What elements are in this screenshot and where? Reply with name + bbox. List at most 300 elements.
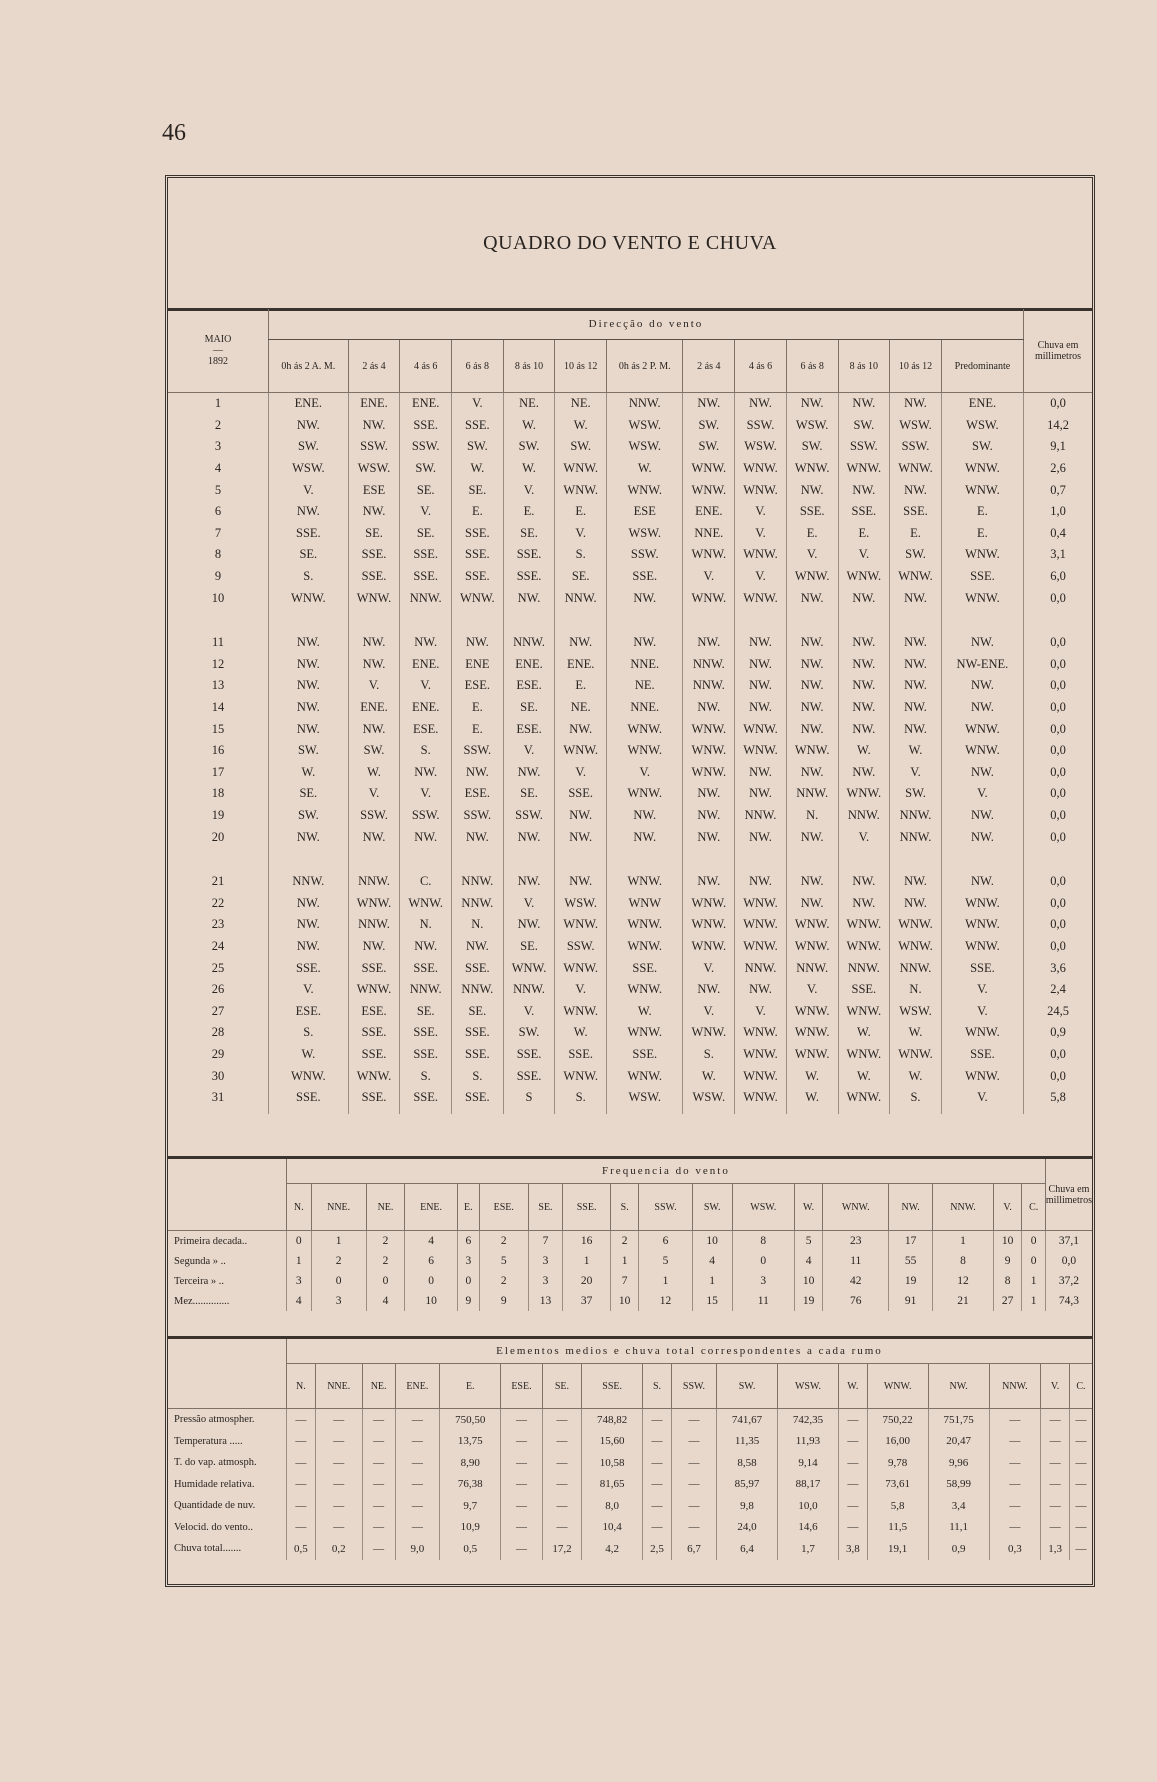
element-cell: — (315, 1495, 362, 1517)
element-cell: — (395, 1517, 440, 1539)
direction-cell: NW. (452, 632, 504, 654)
direction-cell: NNW. (786, 957, 838, 979)
frequency-cell: 3 (528, 1251, 563, 1271)
direction-cell: WNW. (607, 479, 683, 501)
direction-cell: NW. (348, 718, 400, 740)
element-cell: 58,99 (928, 1474, 989, 1496)
direction-cell: C. (400, 871, 452, 893)
direction-cell: V. (838, 826, 890, 848)
elements-group-header: Elementos medios e chuva total correspondentes a cada rumo (287, 1338, 1093, 1364)
direction-cell: WNW. (607, 1022, 683, 1044)
frequency-cell: 1 (1022, 1291, 1045, 1311)
direction-cell: WNW. (683, 892, 735, 914)
direction-cell: WNW. (786, 1000, 838, 1022)
frequency-cell: 11 (823, 1251, 889, 1271)
elements-column-header: C. (1069, 1364, 1092, 1409)
direction-cell: NW. (348, 826, 400, 848)
direction-cell: SSE. (503, 544, 555, 566)
table-row (168, 1087, 1092, 1115)
direction-cell: NW. (735, 783, 787, 805)
direction-cell: SSE. (348, 957, 400, 979)
table-row (168, 936, 1092, 958)
direction-cell: WNW. (607, 979, 683, 1001)
direction-cell: SSW. (890, 436, 942, 458)
direction-cell: W. (607, 1000, 683, 1022)
direction-cell: NW. (348, 654, 400, 676)
table-row (168, 1495, 1092, 1517)
frequency-column-header: V. (993, 1184, 1022, 1231)
frequency-cell: 0 (287, 1231, 312, 1252)
frequency-cell: 91 (889, 1291, 933, 1311)
rain-cell: 6,0 (1024, 566, 1093, 588)
frequency-cell: 5 (639, 1251, 692, 1271)
direction-cell: ESE (348, 479, 400, 501)
direction-cell: NNW. (400, 979, 452, 1001)
element-cell: — (838, 1409, 867, 1431)
frequency-cell: 8 (732, 1231, 794, 1252)
direction-cell: NE. (555, 393, 607, 415)
elements-column-header: ENE. (395, 1364, 440, 1409)
element-cell: — (501, 1452, 543, 1474)
table-row (168, 1231, 1092, 1252)
table-row (168, 1452, 1092, 1474)
rain-cell: 0,4 (1024, 523, 1093, 545)
direction-cell: NW. (890, 479, 942, 501)
direction-cell: NE. (555, 697, 607, 719)
elements-column-header: SE. (542, 1364, 581, 1409)
rain-cell: 5,8 (1024, 1087, 1093, 1115)
direction-cell: WNW. (786, 566, 838, 588)
direction-cell: NW. (683, 697, 735, 719)
element-cell: — (989, 1452, 1041, 1474)
table-row (168, 675, 1092, 697)
direction-cell: SSE. (607, 957, 683, 979)
direction-cell: W. (838, 1022, 890, 1044)
element-cell: — (1069, 1474, 1092, 1496)
direction-cell: ENE. (269, 393, 349, 415)
element-cell: — (501, 1431, 543, 1453)
element-cell: — (989, 1517, 1041, 1539)
direction-cell: N. (786, 805, 838, 827)
day-cell: 11 (211, 635, 225, 650)
direction-cell: V. (555, 762, 607, 784)
direction-cell: ENE. (941, 393, 1023, 415)
element-cell: — (989, 1495, 1041, 1517)
frequency-cell: 2 (479, 1271, 528, 1291)
direction-cell: WNW. (941, 936, 1023, 958)
direction-cell: ESE. (452, 783, 504, 805)
table-row (168, 501, 1092, 523)
direction-cell: NW. (786, 697, 838, 719)
frequency-column-header: ESE. (479, 1184, 528, 1231)
direction-cell: NW. (786, 393, 838, 415)
elements-column-header: WSW. (778, 1364, 839, 1409)
direction-cell: WNW. (607, 871, 683, 893)
rain-cell: 0,0 (1024, 675, 1093, 697)
direction-cell: NW. (555, 871, 607, 893)
direction-cell: NW. (735, 697, 787, 719)
element-cell: — (671, 1409, 716, 1431)
direction-cell: WNW. (683, 914, 735, 936)
element-cell: — (362, 1517, 395, 1539)
direction-cell: WNW. (607, 1065, 683, 1087)
direction-cell: NW. (735, 393, 787, 415)
frequency-cell: 3 (528, 1271, 563, 1291)
day-cell: 6 (214, 504, 222, 519)
day-cell: 1 (214, 396, 222, 411)
table-row (168, 805, 1092, 827)
direction-cell: WNW. (735, 892, 787, 914)
direction-cell: ESE. (452, 675, 504, 697)
decade-spacer (168, 848, 1092, 871)
direction-cell: SE. (452, 1000, 504, 1022)
table-row (168, 1538, 1092, 1560)
element-cell: — (362, 1538, 395, 1560)
element-cell: 4,2 (582, 1538, 643, 1560)
direction-cell: V. (503, 740, 555, 762)
direction-cell: NW. (941, 697, 1023, 719)
direction-cell: SSW. (400, 436, 452, 458)
direction-cell: NW. (555, 805, 607, 827)
direction-cell: WNW. (400, 892, 452, 914)
element-cell: 8,58 (717, 1452, 778, 1474)
direction-cell: NW. (890, 675, 942, 697)
rain-cell: 0,0 (1024, 393, 1093, 415)
direction-cell: NW. (503, 762, 555, 784)
direction-cell: E. (838, 523, 890, 545)
direction-cell: NW. (890, 697, 942, 719)
element-cell: 9,78 (867, 1452, 928, 1474)
direction-cell: SW. (269, 436, 349, 458)
direction-cell: ENE. (348, 393, 400, 415)
direction-cell: SSE. (607, 566, 683, 588)
direction-cell: NW. (786, 892, 838, 914)
frequency-cell: 4 (405, 1231, 458, 1252)
direction-cell: WSW. (890, 415, 942, 437)
direction-cell: V. (348, 675, 400, 697)
table-row (168, 436, 1092, 458)
frequency-cell: 4 (794, 1251, 823, 1271)
table-row (168, 1291, 1092, 1311)
direction-cell: NNW. (838, 957, 890, 979)
direction-cell: WNW. (890, 566, 942, 588)
element-cell: — (362, 1409, 395, 1431)
direction-cell: SW. (400, 458, 452, 480)
weather-table-frame (165, 175, 1095, 1587)
frequency-cell: 2 (366, 1231, 405, 1252)
frequency-cell: 8 (933, 1251, 994, 1271)
direction-cell: WNW. (838, 1087, 890, 1115)
frequency-cell: 5 (479, 1251, 528, 1271)
row-label: Primeira decada.. (174, 1235, 248, 1247)
element-cell: — (362, 1452, 395, 1474)
direction-cell: NNW. (683, 654, 735, 676)
direction-cell: SW. (941, 436, 1023, 458)
table-row (168, 458, 1092, 480)
direction-cell: NW. (269, 697, 349, 719)
direction-cell: NW. (786, 654, 838, 676)
direction-cell: NW. (400, 826, 452, 848)
direction-cell: NW. (838, 393, 890, 415)
direction-cell: NW. (838, 892, 890, 914)
direction-cell: NW. (607, 826, 683, 848)
frequency-column-header: WNW. (823, 1184, 889, 1231)
direction-cell: WNW. (890, 936, 942, 958)
element-cell: 10,9 (440, 1517, 501, 1539)
table-row (168, 587, 1092, 609)
direction-cell: NW. (503, 914, 555, 936)
direction-cell: NW. (838, 654, 890, 676)
frequency-cell: 6 (457, 1231, 479, 1252)
direction-cell: E. (503, 501, 555, 523)
direction-cell: NW. (683, 805, 735, 827)
direction-cell: NW. (400, 762, 452, 784)
day-cell: 19 (211, 807, 225, 822)
direction-cell: WNW. (348, 979, 400, 1001)
direction-cell: SSW. (348, 805, 400, 827)
direction-cell: SSE. (941, 566, 1023, 588)
frequency-column-header: S. (610, 1184, 639, 1231)
direction-cell: V. (941, 783, 1023, 805)
direction-cell: WNW. (735, 718, 787, 740)
wind-column-header: 0h ás 2 A. M. (269, 340, 349, 393)
element-cell: — (501, 1538, 543, 1560)
direction-cell: V. (735, 566, 787, 588)
element-cell: — (395, 1474, 440, 1496)
row-label: Segunda » .. (174, 1255, 226, 1267)
element-cell: — (671, 1431, 716, 1453)
elements-column-header: E. (440, 1364, 501, 1409)
frequency-cell: 37 (563, 1291, 611, 1311)
direction-cell: SSE. (452, 415, 504, 437)
frequency-column-header: NE. (366, 1184, 405, 1231)
day-cell: 5 (214, 482, 222, 497)
direction-cell: WNW. (683, 479, 735, 501)
direction-cell: WNW. (838, 914, 890, 936)
frequency-cell: 12 (639, 1291, 692, 1311)
elements-corner (168, 1338, 287, 1409)
direction-cell: SSE. (400, 957, 452, 979)
element-cell: — (287, 1409, 316, 1431)
direction-cell: SE. (400, 523, 452, 545)
table-row (168, 718, 1092, 740)
element-cell: — (542, 1409, 581, 1431)
table-row (168, 566, 1092, 588)
frequency-cell: 4 (366, 1291, 405, 1311)
direction-cell: V. (683, 1000, 735, 1022)
frequency-column-header: SSW. (639, 1184, 692, 1231)
direction-cell: ESE. (269, 1000, 349, 1022)
direction-cell: SSE. (838, 979, 890, 1001)
day-cell: 24 (211, 938, 225, 953)
table-row (168, 479, 1092, 501)
element-cell: — (643, 1452, 672, 1474)
frequency-column-header: SE. (528, 1184, 563, 1231)
rain-cell: 0,0 (1024, 718, 1093, 740)
element-cell: — (1041, 1431, 1070, 1453)
frequency-cell: 1 (692, 1271, 732, 1291)
element-cell: — (542, 1431, 581, 1453)
wind-column-header: 2 ás 4 (683, 340, 735, 393)
table-row (168, 740, 1092, 762)
direction-cell: ESE. (503, 675, 555, 697)
direction-cell: NW. (786, 587, 838, 609)
direction-cell: V. (452, 393, 504, 415)
direction-cell: SSE. (400, 544, 452, 566)
direction-cell: NW. (941, 762, 1023, 784)
frequency-cell: 10 (610, 1291, 639, 1311)
direction-cell: SSE. (452, 957, 504, 979)
element-cell: 1,3 (1041, 1538, 1070, 1560)
wind-direction-table (168, 309, 1092, 1114)
direction-cell: SE. (269, 783, 349, 805)
element-cell: 8,0 (582, 1495, 643, 1517)
direction-cell: E. (941, 501, 1023, 523)
direction-cell: WNW. (941, 740, 1023, 762)
direction-cell: NW. (838, 697, 890, 719)
frequency-column-header: W. (794, 1184, 823, 1231)
direction-cell: S. (683, 1044, 735, 1066)
element-cell: — (287, 1474, 316, 1496)
direction-cell: NW. (786, 479, 838, 501)
direction-cell: WNW. (607, 936, 683, 958)
direction-cell: V. (941, 979, 1023, 1001)
day-cell: 9 (214, 569, 222, 584)
direction-cell: SW. (890, 544, 942, 566)
direction-cell: V. (735, 523, 787, 545)
direction-cell: NW. (269, 892, 349, 914)
direction-cell: V. (400, 501, 452, 523)
direction-cell: WSW. (941, 415, 1023, 437)
direction-cell: WNW. (269, 1065, 349, 1087)
rain-header: Chuva em millimetros (1024, 309, 1093, 393)
direction-cell: WNW. (555, 740, 607, 762)
direction-cell: SSW. (452, 740, 504, 762)
direction-cell: ENE. (503, 654, 555, 676)
elements-column-header: NE. (362, 1364, 395, 1409)
wind-column-header: 0h ás 2 P. M. (607, 340, 683, 393)
day-cell: 2 (214, 417, 222, 432)
rain-cell: 0,7 (1024, 479, 1093, 501)
direction-cell: NW. (503, 826, 555, 848)
direction-cell: WSW. (683, 1087, 735, 1115)
elements-column-header: V. (1041, 1364, 1070, 1409)
day-cell: 22 (211, 895, 225, 910)
rain-cell: 14,2 (1024, 415, 1093, 437)
direction-cell: NW. (890, 393, 942, 415)
direction-cell: WNW. (941, 892, 1023, 914)
direction-cell: NW. (735, 654, 787, 676)
direction-cell: SW. (683, 436, 735, 458)
table-row (168, 1271, 1092, 1291)
direction-cell: W. (555, 415, 607, 437)
direction-cell: E. (452, 501, 504, 523)
element-cell: — (989, 1431, 1041, 1453)
frequency-column-header: NNE. (311, 1184, 366, 1231)
wind-column-header: Predominante (941, 340, 1023, 393)
element-cell: — (1069, 1409, 1092, 1431)
rain-cell: 3,6 (1024, 957, 1093, 979)
table-row (168, 1022, 1092, 1044)
direction-cell: SSW. (735, 415, 787, 437)
frequency-cell: 10 (993, 1231, 1022, 1252)
direction-cell: SSE. (400, 566, 452, 588)
direction-cell: V. (400, 783, 452, 805)
direction-cell: NW. (838, 587, 890, 609)
direction-cell: SSE. (348, 1087, 400, 1115)
direction-cell: WNW. (683, 1022, 735, 1044)
element-cell: — (395, 1431, 440, 1453)
direction-cell: NW. (890, 718, 942, 740)
direction-cell: NW. (890, 632, 942, 654)
rain-cell: 9,1 (1024, 436, 1093, 458)
element-cell: — (315, 1452, 362, 1474)
direction-cell: NW. (683, 979, 735, 1001)
frequency-column-header: NW. (889, 1184, 933, 1231)
element-cell: 5,8 (867, 1495, 928, 1517)
wind-column-header: 4 ás 6 (735, 340, 787, 393)
direction-cell: WSW. (786, 415, 838, 437)
rain-cell: 0,0 (1024, 1065, 1093, 1087)
direction-cell: E. (890, 523, 942, 545)
direction-cell: NW. (941, 805, 1023, 827)
direction-cell: ENE. (683, 501, 735, 523)
frequency-cell: 1 (287, 1251, 312, 1271)
element-cell: 8,90 (440, 1452, 501, 1474)
direction-cell: N. (890, 979, 942, 1001)
day-cell: 25 (211, 960, 225, 975)
wind-column-header: 10 ás 12 (890, 340, 942, 393)
direction-cell: ESE. (400, 718, 452, 740)
direction-cell: WNW. (683, 740, 735, 762)
direction-cell: SE. (348, 523, 400, 545)
direction-cell: WNW. (941, 1065, 1023, 1087)
element-cell: 81,65 (582, 1474, 643, 1496)
table-row (168, 1431, 1092, 1453)
direction-cell: NW. (452, 936, 504, 958)
direction-cell: NW. (269, 654, 349, 676)
direction-cell: NNW. (555, 587, 607, 609)
element-cell: 748,82 (582, 1409, 643, 1431)
element-cell: — (395, 1495, 440, 1517)
frequency-column-header: SSE. (563, 1184, 611, 1231)
elements-column-header: WNW. (867, 1364, 928, 1409)
direction-cell: NW. (838, 675, 890, 697)
direction-cell: ESE (607, 501, 683, 523)
direction-cell: NW. (269, 718, 349, 740)
table-row (168, 957, 1092, 979)
direction-cell: WNW. (941, 914, 1023, 936)
direction-cell: V. (503, 1000, 555, 1022)
rain-cell: 0,0 (1024, 871, 1093, 893)
direction-cell: NW. (269, 415, 349, 437)
direction-cell: WNW. (941, 544, 1023, 566)
direction-cell: NW. (735, 826, 787, 848)
element-cell: — (1069, 1538, 1092, 1560)
element-cell: 73,61 (867, 1474, 928, 1496)
direction-cell: S (503, 1087, 555, 1115)
element-cell: 24,0 (717, 1517, 778, 1539)
direction-cell: NW. (735, 762, 787, 784)
frequency-cell: 1 (1022, 1271, 1045, 1291)
direction-cell: W. (503, 458, 555, 480)
page-number: 46 (162, 120, 186, 146)
direction-cell: NNW. (838, 805, 890, 827)
element-cell: 0,5 (287, 1538, 316, 1560)
decade-spacer (168, 609, 1092, 632)
element-cell: — (287, 1495, 316, 1517)
element-cell: — (287, 1452, 316, 1474)
